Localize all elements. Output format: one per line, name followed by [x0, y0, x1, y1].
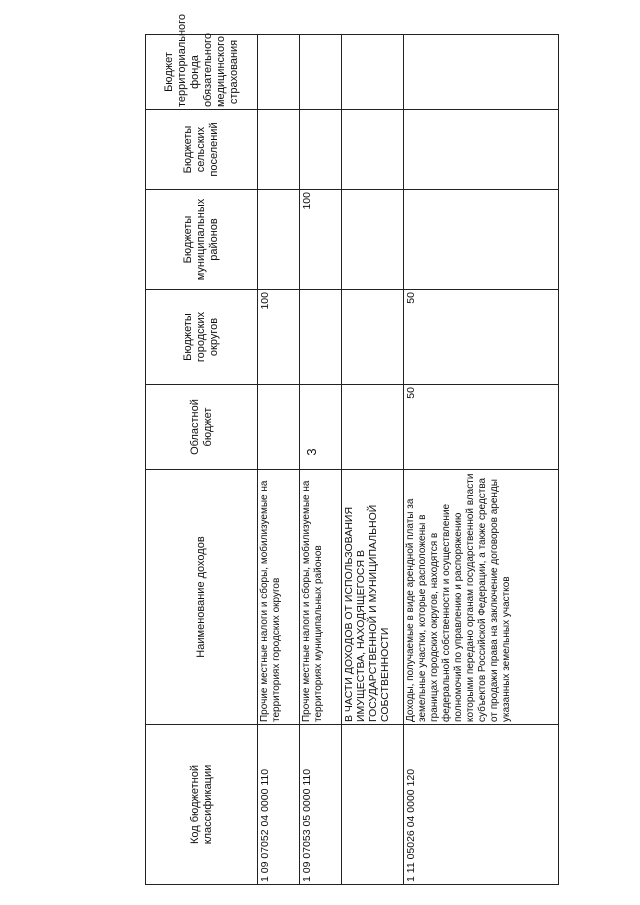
header-tfoms: Бюджет территориального фонда обязательного медицинского страхования — [146, 35, 258, 110]
header-name: Наименование доходов — [146, 470, 258, 725]
cell-munic — [342, 190, 404, 290]
header-oblast: Областной бюджет — [146, 385, 258, 470]
cell-munic — [258, 190, 300, 290]
cell-selsk — [342, 110, 404, 190]
cell-name: Прочие местные налоги и сборы, мобилизуемые на территориях городских округов — [258, 470, 300, 725]
cell-selsk — [258, 110, 300, 190]
cell-name: Прочие местные налоги и сборы, мобилизуемые на территориях муниципальных районов — [300, 470, 342, 725]
cell-code: 1 11 05026 04 0000 120 — [404, 725, 559, 885]
cell-oblast — [300, 385, 342, 470]
cell-munic: 100 — [300, 190, 342, 290]
header-selsk: Бюджеты сельских поселений — [146, 110, 258, 190]
rotated-table-container — [145, 13, 512, 885]
table-row — [300, 35, 342, 885]
cell-tfoms — [342, 35, 404, 110]
header-munic: Бюджеты муниципальных районов — [146, 190, 258, 290]
cell-code — [342, 725, 404, 885]
table-header-row — [146, 35, 258, 885]
cell-selsk — [404, 110, 559, 190]
header-code: Код бюджетной классификации — [146, 725, 258, 885]
cell-tfoms — [404, 35, 559, 110]
cell-oblast — [342, 385, 404, 470]
cell-munic — [404, 190, 559, 290]
cell-code: 1 09 07053 05 0000 110 — [300, 725, 342, 885]
cell-oblast — [258, 385, 300, 470]
cell-tfoms — [300, 35, 342, 110]
cell-tfoms — [258, 35, 300, 110]
cell-gorod — [300, 290, 342, 385]
cell-gorod: 100 — [258, 290, 300, 385]
cell-name: Доходы, получаемые в виде арендной платы за земельные участки, которые расположены в границах городских округов, находятся в федеральной собственности и осуществление полномочий по управлению и распоряжению которыми передано органам государственной власти субъектов Российской Федерации, а также средства от продажи права на заключение договоров аренды указанных земельных участков — [404, 470, 559, 725]
cell-gorod: 50 — [404, 290, 559, 385]
header-gorod: Бюджеты городских округов — [146, 290, 258, 385]
cell-section-heading: В ЧАСТИ ДОХОДОВ ОТ ИСПОЛЬЗОВАНИЯ ИМУЩЕСТВА, НАХОДЯЩЕГОСЯ В ГОСУДАРСТВЕННОЙ И МУНИЦИПАЛЬНОЙ СОБСТВЕННОСТИ — [342, 470, 404, 725]
cell-gorod — [342, 290, 404, 385]
cell-selsk — [300, 110, 342, 190]
cell-code: 1 09 07052 04 0000 110 — [258, 725, 300, 885]
page-number: 3 — [304, 448, 319, 456]
table-row-section — [342, 35, 404, 885]
table-row — [258, 35, 300, 885]
table-row — [404, 35, 559, 885]
revenue-distribution-table — [145, 13, 559, 885]
cell-oblast: 50 — [404, 385, 559, 470]
